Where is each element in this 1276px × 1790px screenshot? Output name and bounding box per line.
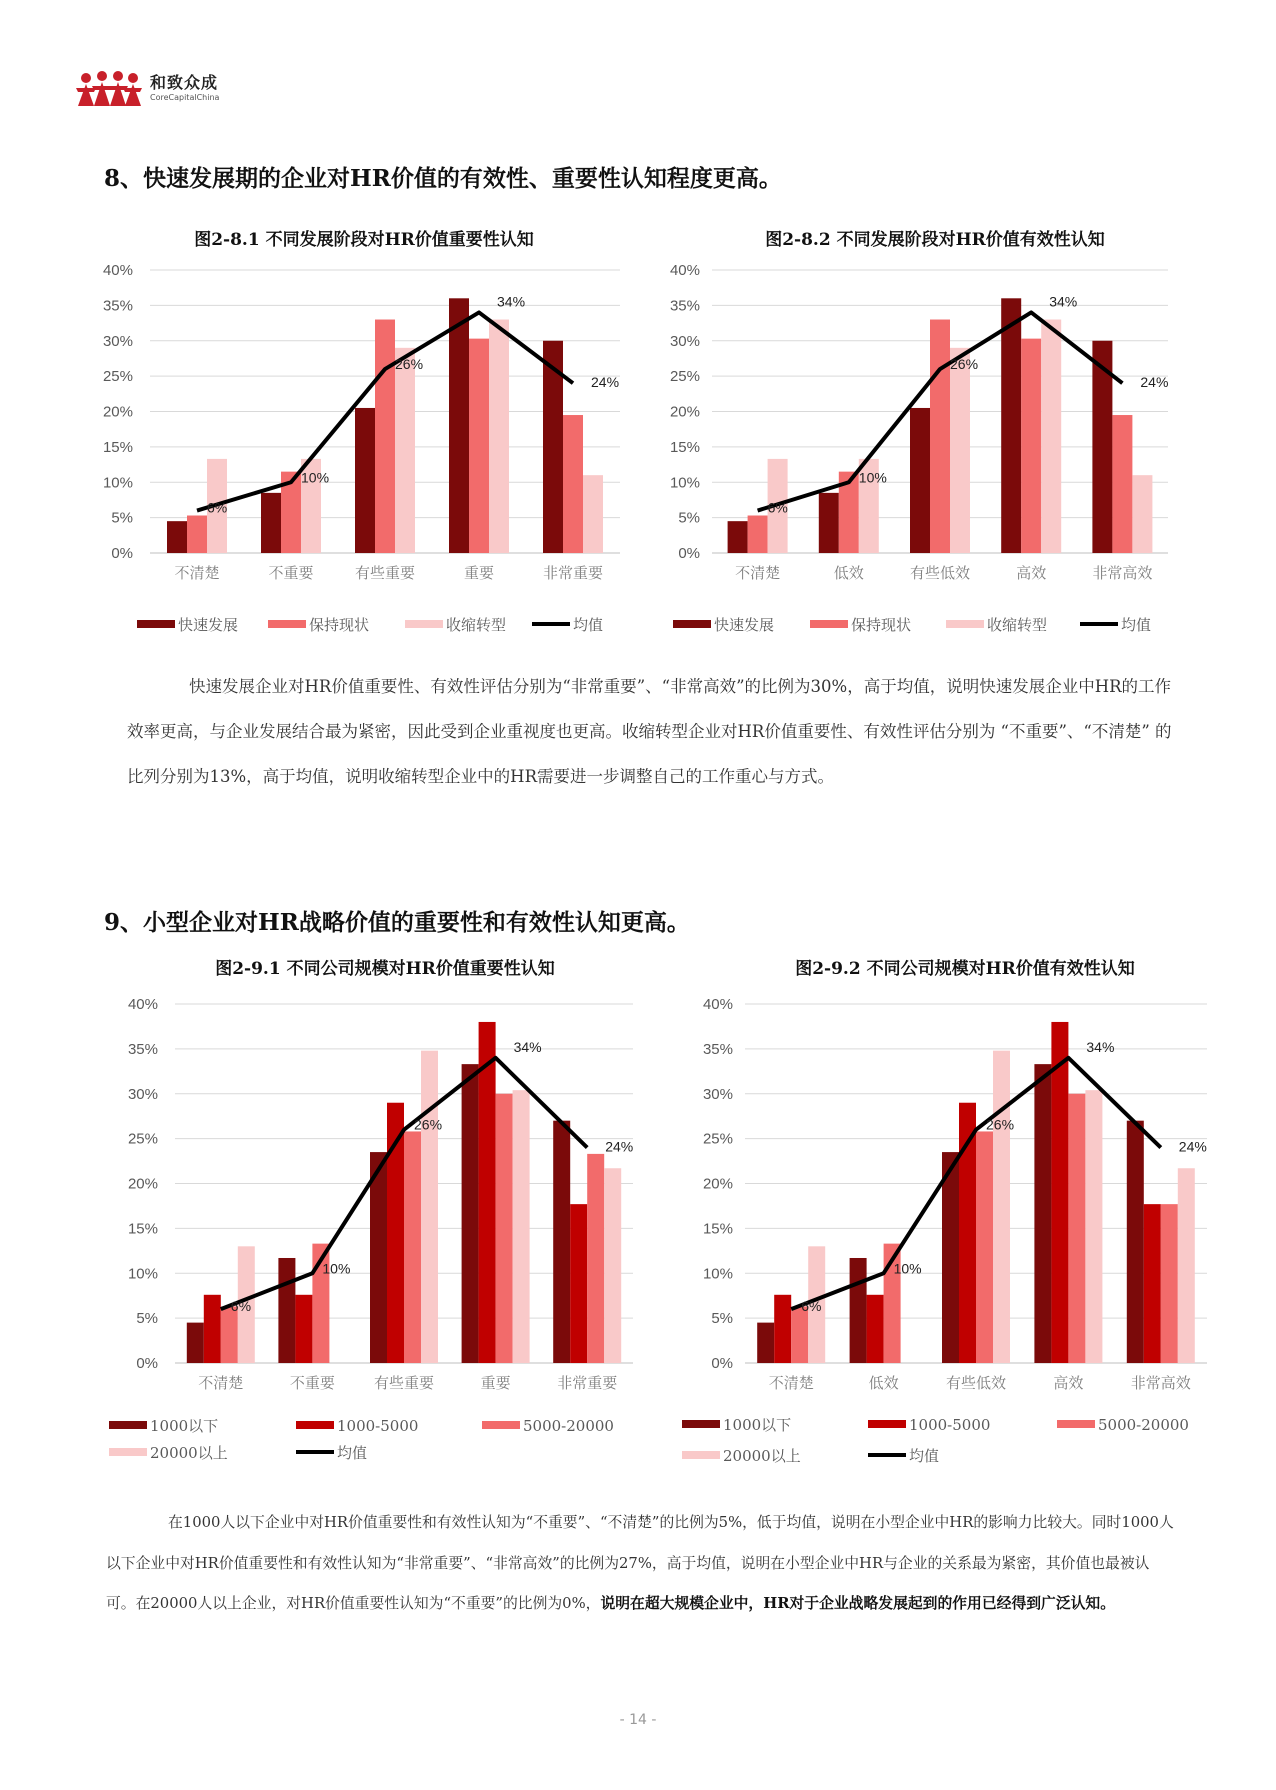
y-tick-label: 25% — [702, 1130, 733, 1148]
average-data-label: 24% — [591, 374, 620, 391]
bar — [1051, 1022, 1068, 1363]
average-data-label: 26% — [395, 356, 424, 373]
page-number: - 14 - — [619, 1712, 657, 1728]
average-data-label: 24% — [1140, 374, 1169, 391]
y-tick-label: 25% — [102, 368, 133, 386]
logo-name-cn: 和致众成 — [150, 72, 219, 92]
average-data-label: 34% — [513, 1038, 542, 1055]
category-label: 有些重要 — [354, 564, 416, 582]
y-tick-label: 40% — [127, 996, 158, 1013]
y-tick-label: 20% — [702, 1175, 733, 1193]
legend-label: 均值 — [573, 616, 604, 634]
legend-swatch — [682, 1420, 720, 1428]
average-data-label: 10% — [858, 469, 887, 486]
category-label: 高效 — [1053, 1374, 1084, 1392]
category-label: 不重要 — [268, 564, 314, 582]
bar — [867, 1295, 884, 1363]
chart-title: 图2-8.1 不同发展阶段对HR价值重要性认知 — [194, 230, 534, 250]
legend-label: 5000-20000 — [1098, 1416, 1189, 1434]
legend-label: 1000-5000 — [909, 1416, 991, 1434]
section-8-heading: 8、快速发展期的企业对HR价值的有效性、重要性认知程度更高。 — [104, 165, 782, 192]
average-data-label: 10% — [893, 1260, 922, 1277]
category-label: 不清楚 — [198, 1374, 244, 1392]
bar — [976, 1131, 993, 1363]
category-label: 非常重要 — [542, 564, 604, 582]
chart-title: 图2-9.1 不同公司规模对HR价值重要性认知 — [215, 959, 555, 979]
y-tick-label: 10% — [127, 1265, 158, 1283]
paragraph-2-bold-conclusion: 说明在超大规模企业中，HR对于企业战略发展起到的作用已经得到广泛认知。 — [600, 1595, 1116, 1612]
legend-swatch — [682, 1451, 720, 1459]
average-data-label: 10% — [322, 1260, 351, 1277]
bar — [757, 1323, 774, 1363]
legend-label: 20000以上 — [723, 1447, 801, 1465]
legend-swatch — [868, 1453, 906, 1457]
category-label: 非常高效 — [1130, 1374, 1191, 1392]
y-tick-label: 25% — [669, 368, 700, 386]
y-tick-label: 10% — [669, 474, 700, 492]
average-data-label: 26% — [950, 356, 979, 373]
y-tick-label: 10% — [102, 474, 133, 492]
y-tick-label: 5% — [136, 1310, 158, 1328]
legend-label: 快速发展 — [714, 616, 775, 634]
category-label: 不重要 — [289, 1374, 335, 1392]
legend-label: 收缩转型 — [987, 616, 1048, 634]
average-data-label: 6% — [230, 1298, 252, 1315]
bar — [1127, 1121, 1144, 1363]
y-tick-label: 20% — [127, 1175, 158, 1193]
legend-label: 1000-5000 — [337, 1417, 419, 1435]
legend-label: 1000以下 — [723, 1416, 792, 1434]
average-data-label: 24% — [605, 1138, 634, 1155]
y-tick-label: 0% — [711, 1355, 733, 1372]
category-label: 重要 — [463, 564, 495, 582]
average-data-label: 34% — [1049, 293, 1078, 310]
y-tick-label: 5% — [678, 509, 700, 527]
legend-label: 均值 — [1121, 616, 1152, 634]
y-tick-label: 5% — [711, 1310, 733, 1328]
y-tick-label: 0% — [678, 545, 700, 562]
y-tick-label: 15% — [102, 438, 133, 456]
chart-title: 图2-8.2 不同发展阶段对HR价值有效性认知 — [765, 230, 1105, 250]
y-tick-label: 15% — [669, 438, 700, 456]
legend-label: 1000以下 — [150, 1417, 219, 1435]
y-tick-label: 20% — [102, 403, 133, 421]
logo-name-en: CoreCapitalChina — [150, 92, 220, 102]
y-tick-label: 5% — [111, 509, 133, 527]
legend-label: 5000-20000 — [523, 1417, 614, 1435]
bar — [993, 1051, 1010, 1363]
paragraph-2-text: 在1000人以下企业中对HR价值重要性和有效性认知为“不重要”、“不清楚”的比例为5%，低于均值，说明在小型企业中HR的影响力比较大。同时1000人以下企业中对HR价值重要性和有效性认知为“非常重要”、“非常高效”的比例为27%，高于均值，说明在小型企业中HR与企业的关系最为紧密，其价值也最被认可。在20000人以上企业，对HR价值重要性认知为“不重要”的比例为0%， — [106, 1514, 1174, 1612]
category-label: 重要 — [480, 1374, 511, 1392]
category-label: 有些低效 — [945, 1374, 1007, 1392]
analysis-paragraph-1: 快速发展企业对HR价值重要性、有效性评估分别为“非常重要”、“非常高效”的比例为30%，高于均值，说明快速发展企业中HR的工作效率更高，与企业发展结合最为紧密，因此受到企业重视度也更高。收缩转型企业对HR价值重要性、有效性评估分别为 “不重要”、“不清楚” 的比列分别为13%，高于均值，说明收缩转型企业中的HR需要进一步调整自己的工作重心与方式。 — [127, 677, 1172, 786]
average-data-label: 26% — [986, 1116, 1015, 1133]
category-label: 低效 — [868, 1374, 899, 1392]
average-data-label: 6% — [801, 1298, 822, 1315]
y-tick-label: 35% — [127, 1040, 158, 1058]
legend-swatch — [1057, 1420, 1095, 1428]
y-tick-label: 35% — [669, 297, 700, 315]
category-label: 不清楚 — [174, 564, 220, 582]
y-tick-label: 30% — [127, 1085, 158, 1103]
bar — [1161, 1204, 1178, 1363]
category-label: 不清楚 — [768, 1374, 814, 1392]
y-tick-label: 15% — [127, 1220, 158, 1238]
bar — [774, 1295, 791, 1363]
average-data-label: 34% — [1086, 1038, 1115, 1055]
y-tick-label: 30% — [102, 332, 133, 350]
category-label: 有些低效 — [909, 564, 971, 582]
y-tick-label: 35% — [702, 1040, 733, 1058]
legend-label: 保持现状 — [309, 616, 370, 634]
average-data-label: 26% — [414, 1116, 443, 1133]
y-tick-label: 30% — [702, 1085, 733, 1103]
average-data-label: 6% — [767, 499, 788, 516]
y-tick-label: 0% — [111, 545, 133, 562]
y-tick-label: 25% — [127, 1130, 158, 1148]
y-tick-label: 0% — [136, 1355, 158, 1372]
analysis-paragraph-2 — [106, 1503, 1178, 1625]
bar — [1144, 1204, 1161, 1363]
category-label: 有些重要 — [373, 1374, 435, 1392]
category-label: 非常重要 — [557, 1374, 618, 1392]
chart-title: 图2-9.2 不同公司规模对HR价值有效性认知 — [795, 959, 1135, 979]
y-tick-label: 40% — [669, 262, 700, 279]
category-label: 高效 — [1016, 564, 1047, 582]
bar — [850, 1258, 867, 1363]
bar — [1178, 1168, 1195, 1363]
legend-label: 20000以上 — [150, 1444, 228, 1462]
category-label: 不清楚 — [735, 564, 781, 582]
legend-label: 保持现状 — [851, 616, 912, 634]
category-label: 非常高效 — [1092, 564, 1153, 582]
section-9-heading: 9、小型企业对HR战略价值的重要性和有效性认知更高。 — [104, 909, 690, 936]
legend-swatch — [868, 1420, 906, 1428]
y-tick-label: 40% — [702, 996, 733, 1013]
y-tick-label: 30% — [669, 332, 700, 350]
bar — [1085, 1090, 1102, 1363]
y-tick-label: 35% — [102, 297, 133, 315]
average-data-label: 34% — [497, 293, 526, 310]
legend-label: 收缩转型 — [446, 616, 507, 634]
bar — [1034, 1064, 1051, 1363]
bar — [791, 1306, 808, 1363]
y-tick-label: 20% — [669, 403, 700, 421]
average-data-label: 24% — [1178, 1138, 1207, 1155]
average-data-label: 10% — [301, 469, 330, 486]
y-tick-label: 10% — [702, 1265, 733, 1283]
legend-label: 均值 — [337, 1444, 368, 1462]
category-label: 低效 — [833, 564, 864, 582]
y-tick-label: 40% — [102, 262, 133, 279]
average-data-label: 6% — [207, 499, 228, 516]
legend-label: 快速发展 — [178, 616, 239, 634]
bar — [1068, 1094, 1085, 1363]
legend-label: 均值 — [909, 1447, 940, 1465]
y-tick-label: 15% — [702, 1220, 733, 1238]
bar — [942, 1152, 959, 1363]
